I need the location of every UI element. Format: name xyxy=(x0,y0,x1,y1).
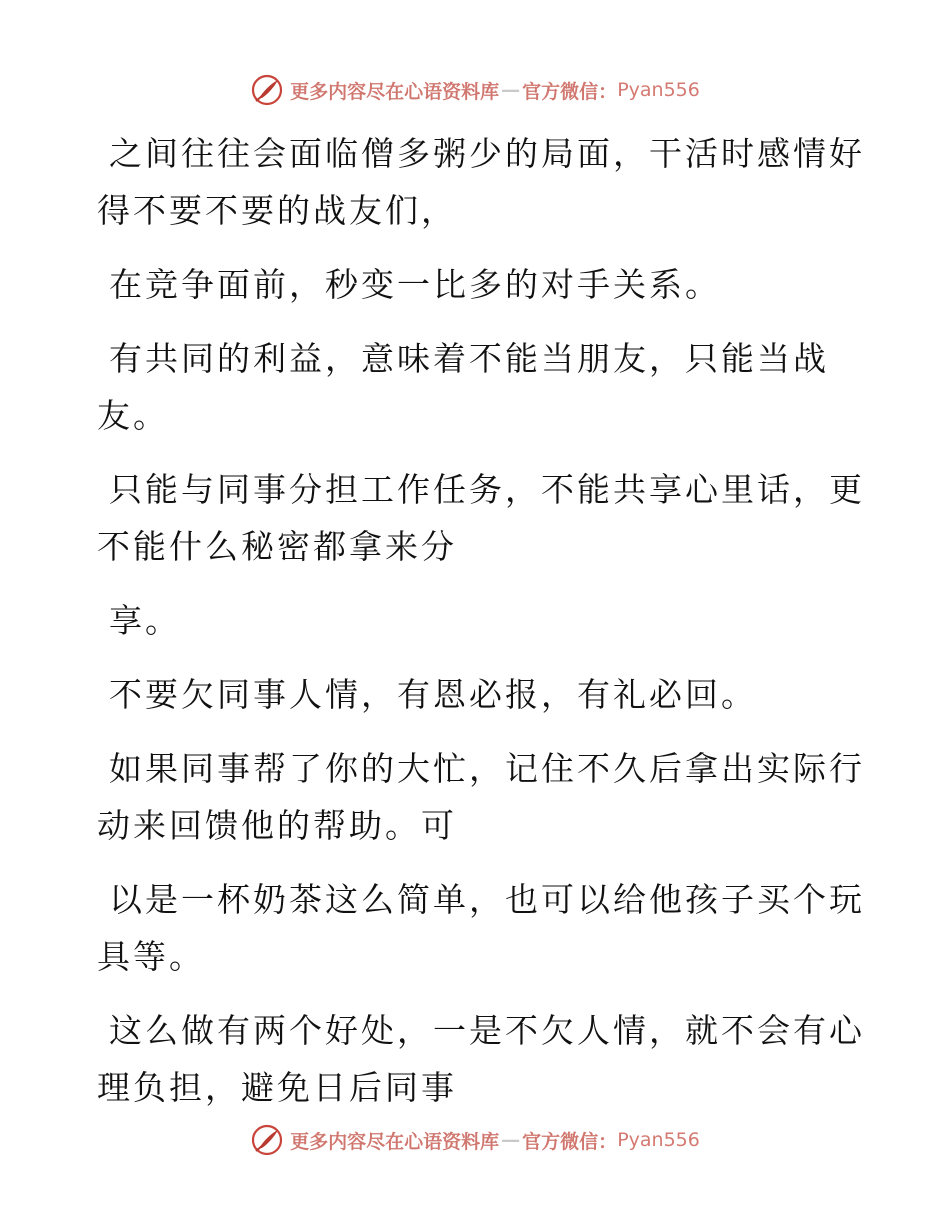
footer-banner xyxy=(0,1120,950,1160)
paragraph-line: 理负担，避免日后同事 xyxy=(97,1068,457,1107)
paragraph-line: 不要欠同事人情，有恩必报，有礼必回。 xyxy=(109,675,757,714)
banner-account-label: 官方微信： xyxy=(522,1130,618,1153)
paragraph-line: 在竞争面前，秒变一比多的对手关系。 xyxy=(109,265,721,304)
paragraph-line: 之间往往会面临僧多粥少的局面，干活时感情好 xyxy=(109,134,865,173)
paragraph-line: 动来回馈他的帮助。可 xyxy=(97,806,457,845)
paragraph-line: 有共同的利益，意味着不能当朋友，只能当战 xyxy=(109,339,829,378)
paragraph-line: 以是一杯奶茶这么简单，也可以给他孩子买个玩 xyxy=(109,880,865,919)
paragraph-line: 具等。 xyxy=(97,937,205,976)
banner-account: Pyan556 xyxy=(617,1129,700,1151)
banner-title: 更多内容尽在心语资料库 xyxy=(290,1130,500,1153)
paragraph-line: 如果同事帮了你的大忙，记住不久后拿出实际行 xyxy=(109,749,865,788)
paragraph-line: 不能什么秘密都拿来分 xyxy=(97,527,457,566)
banner-title: 更多内容尽在心语资料库 xyxy=(290,80,500,103)
paragraph-6 xyxy=(97,666,837,723)
paragraph-3 xyxy=(97,330,837,444)
paragraph-8 xyxy=(97,871,865,985)
quill-logo-icon xyxy=(250,73,284,107)
document-body xyxy=(97,125,865,1133)
header-banner xyxy=(0,70,950,110)
paragraph-9 xyxy=(97,1002,865,1116)
banner-account-label: 官方微信： xyxy=(522,80,618,103)
paragraph-4 xyxy=(97,461,865,575)
banner-account: Pyan556 xyxy=(617,79,700,101)
paragraph-5 xyxy=(97,592,837,649)
paragraph-line: 得不要不要的战友们， xyxy=(97,191,457,230)
banner-dash: — xyxy=(501,79,521,101)
paragraph-1 xyxy=(97,125,865,239)
paragraph-line: 只能与同事分担工作任务，不能共享心里话，更 xyxy=(109,470,865,509)
paragraph-line: 这么做有两个好处，一是不欠人情，就不会有心 xyxy=(109,1011,865,1050)
paragraph-line: 享。 xyxy=(109,601,181,640)
paragraph-2 xyxy=(97,256,837,313)
banner-dash: — xyxy=(501,1129,521,1151)
paragraph-7 xyxy=(97,740,865,854)
quill-logo-icon xyxy=(250,1123,284,1157)
paragraph-line: 友。 xyxy=(97,396,169,435)
